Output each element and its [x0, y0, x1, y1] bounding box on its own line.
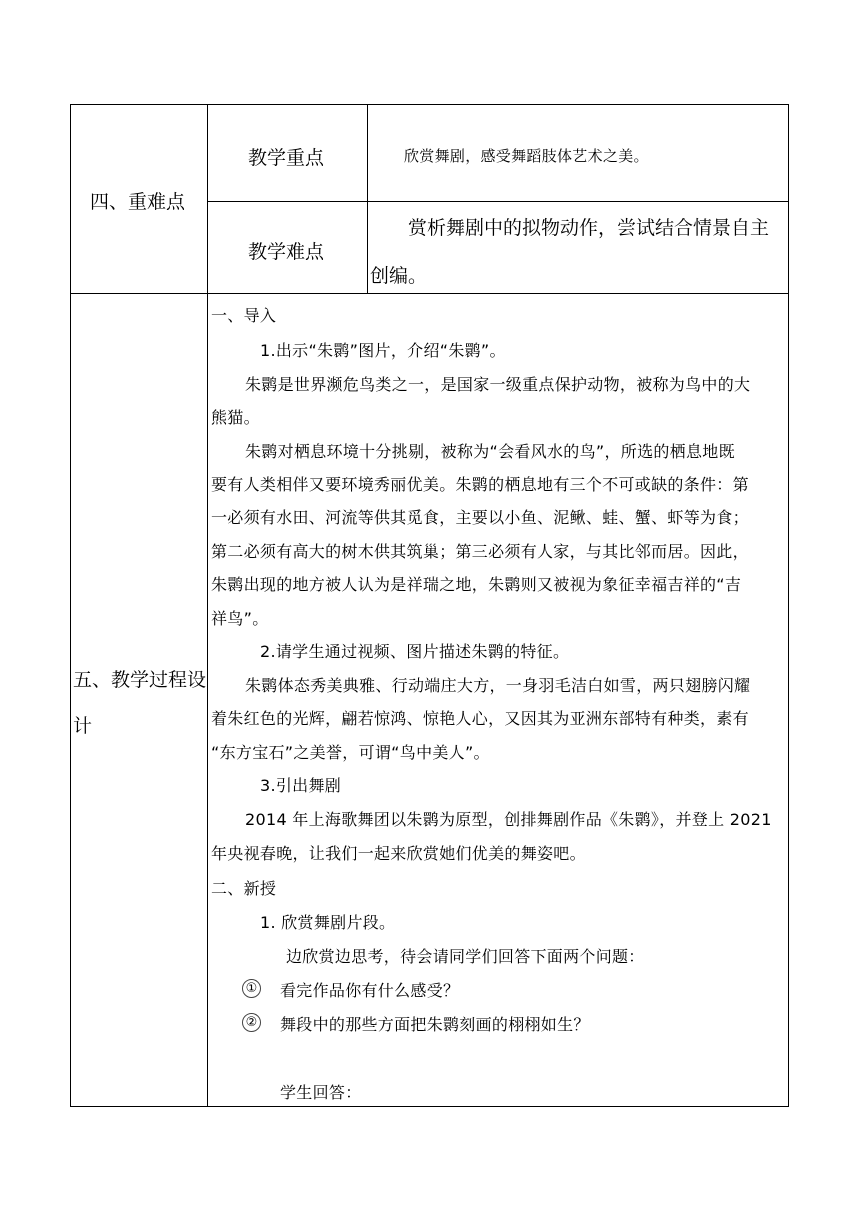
- intro-step-1: 1.出示“朱鹮”图片，介绍“朱鹮”。: [260, 341, 506, 360]
- intro-step-2: 2.请学生通过视频、图片描述朱鹮的特征。: [260, 642, 570, 661]
- paragraph-line: 年央视春晚，让我们一起来欣赏她们优美的舞姿吧。: [211, 844, 586, 863]
- focus-label: 教学重点: [248, 147, 325, 169]
- table-divider-row-main: [70, 293, 789, 294]
- paragraph-line: 一必须有水田、河流等供其觅食，主要以小鱼、泥鳅、蛙、蟹、虾等为食；: [211, 508, 749, 527]
- paragraph-line: 熊猫。: [211, 408, 260, 427]
- new-lesson-step-1: 1. 欣赏舞剧片段。: [260, 913, 396, 932]
- table-border-left: [70, 104, 71, 1107]
- question-2: 舞段中的那些方面把朱鹮刻画的栩栩如生？: [280, 1015, 590, 1034]
- paragraph-line: 朱鹮对栖息环境十分挑剔，被称为“会看风水的鸟”，所选的栖息地既: [245, 442, 735, 461]
- table-border-right: [788, 104, 789, 1107]
- paragraph-line: 朱鹮体态秀美典雅、行动端庄大方，一身羽毛洁白如雪，两只翅膀闪耀: [245, 676, 751, 695]
- paragraph-line: 着朱红色的光辉，翩若惊鸿、惊艳人心，又因其为亚洲东部特有种类，素有: [211, 709, 749, 728]
- section4-label: 四、重难点: [90, 191, 186, 213]
- paragraph-line: 边欣赏边思考，待会请同学们回答下面两个问题：: [286, 947, 645, 966]
- heading-new-lesson: 二、新授: [211, 879, 277, 898]
- paragraph-line: 第二必须有高大的树木供其筑巢；第三必须有人家，与其比邻而居。因此，: [211, 542, 749, 561]
- table-border-top: [70, 104, 789, 105]
- table-border-bottom: [70, 1106, 789, 1107]
- intro-step-3: 3.引出舞剧: [260, 776, 342, 795]
- marker-1: ①: [242, 979, 261, 998]
- paragraph-line: “东方宝石”之美誉，可谓“鸟中美人”。: [211, 743, 490, 762]
- section5-label-line2: 计: [73, 715, 93, 737]
- difficulty-label: 教学难点: [248, 241, 325, 263]
- paragraph-line: 朱鹮出现的地方被人认为是祥瑞之地，朱鹮则又被视为象征幸福吉祥的“吉: [211, 575, 742, 594]
- heading-intro: 一、导入: [211, 306, 277, 325]
- paragraph-line: 要有人类相伴又要环境秀丽优美。朱鹮的栖息地有三个不可或缺的条件：第: [211, 475, 749, 494]
- marker-2: ②: [242, 1013, 261, 1032]
- paragraph-line: 2014 年上海歌舞团以朱鹮为原型，创排舞剧作品《朱鹮》，并登上 2021: [245, 810, 772, 829]
- difficulty-text-line2: 创编。: [370, 265, 428, 287]
- table-divider-col2: [367, 104, 368, 294]
- difficulty-text-line1: 赏析舞剧中的拟物动作，尝试结合情景自主: [408, 217, 770, 239]
- paragraph-line: 朱鹮是世界濒危鸟类之一，是国家一级重点保护动物，被称为鸟中的大: [245, 375, 751, 394]
- table-divider-row-inner: [207, 201, 789, 202]
- paragraph-line: 祥鸟”。: [211, 609, 269, 628]
- section5-label-line1: 五、教学过程设: [73, 669, 207, 691]
- focus-text: 欣赏舞剧，感受舞蹈肢体艺术之美。: [404, 147, 649, 165]
- student-answer: 学生回答：: [280, 1083, 362, 1102]
- question-1: 看完作品你有什么感受？: [280, 981, 460, 1000]
- table-divider-col1: [207, 104, 208, 1107]
